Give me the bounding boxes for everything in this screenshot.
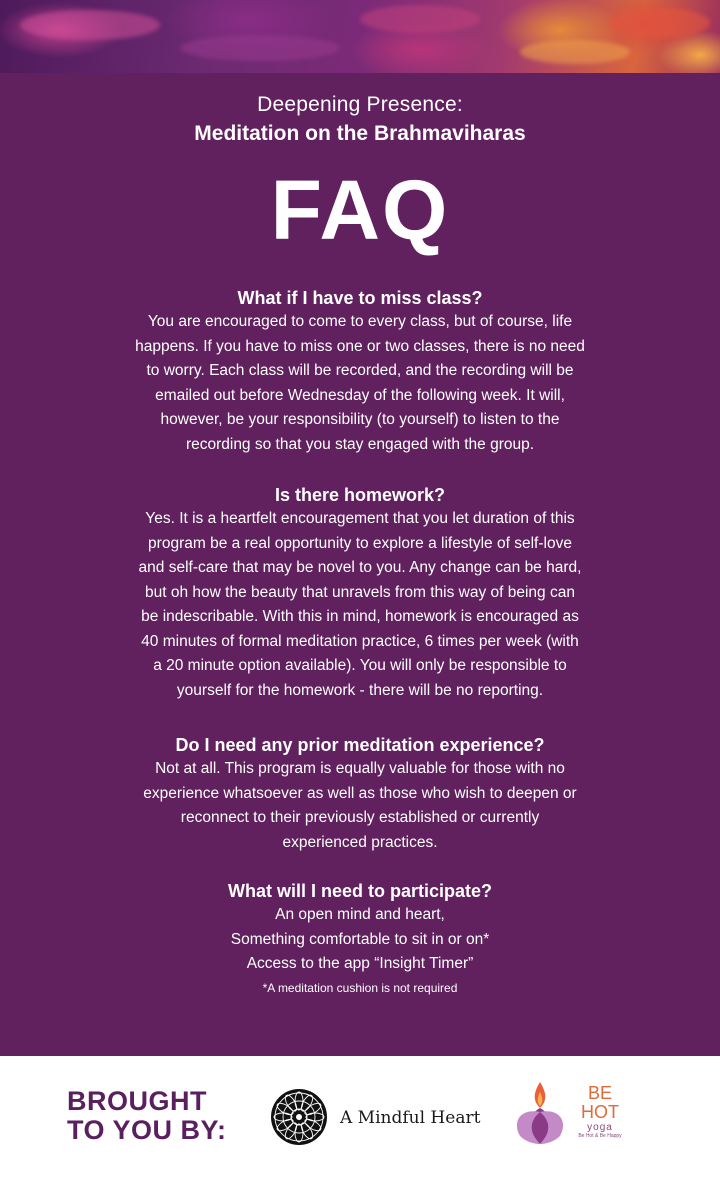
faq-item-homework xyxy=(70,483,650,703)
cushion-note: *A meditation cushion is not required xyxy=(262,980,458,995)
faq-answer: Not at all. This program is equally valuable for those with no experience whatsoever as well as those who wish to deepen or reconnect to their previously established or currently experienced practices. xyxy=(143,760,577,851)
be-hot-yoga: yoga xyxy=(587,1122,613,1133)
event-subtitle: Deepening Presence: xyxy=(257,93,463,116)
mandala-logo-icon xyxy=(270,1088,328,1146)
be-hot-tagline: Be Hot & Be Happy xyxy=(578,1133,622,1139)
faq-answer: You are encouraged to come to every class, but of course, life happens. If you have to miss one or two classes, there is no need to worry. Each class will be recorded, and the recording will be emailed out before Wednesday of the following week. It will, however, be your responsibility (to yourself) to listen to the recording so that you stay engaged with the group. xyxy=(135,313,585,453)
faq-item-miss-class xyxy=(70,286,650,457)
lotus-flame-logo-icon xyxy=(510,1078,570,1148)
faq-heading: FAQ xyxy=(270,163,450,257)
faq-question: What will I need to participate? xyxy=(227,881,493,901)
event-title: Meditation on the Brahmaviharas xyxy=(194,122,526,145)
faq-question: Do I need any prior meditation experience? xyxy=(175,735,545,755)
faq-answer: Yes. It is a heartfelt encouragement that you let duration of this program be a real opportunity to explore a lifestyle of self-love and self-care that may be novel to you. Any change can be hard, but oh how the beauty that unravels from this way of being can be indescribable. With this in mind, homework is encouraged as 40 minutes of formal meditation practice, 6 times per week (with a 20 minute option available). You will only be responsible to yourself for the homework - there will be no reporting. xyxy=(138,510,582,699)
faq-question: Is there homework? xyxy=(274,485,446,505)
faq-item-prior-experience xyxy=(70,733,650,855)
painted-banner xyxy=(0,0,720,73)
faq-panel xyxy=(0,73,720,1056)
brought-to-you-by: BROUGHT TO YOU BY: xyxy=(67,1086,227,1145)
be-hot-hot: HOT xyxy=(581,1102,619,1122)
faq-item-what-to-bring xyxy=(70,879,650,999)
be-hot-be: BE xyxy=(587,1083,612,1103)
sponsor-footer xyxy=(0,1056,720,1177)
faq-answer: An open mind and heart, Something comfortable to sit in or on* Access to the app “Insight Timer” *A meditation cushion is not required xyxy=(70,903,650,999)
sponsor-be-hot-yoga xyxy=(570,1084,630,1140)
sponsor-mindful-heart: A Mindful Heart xyxy=(340,1108,481,1128)
faq-question: What if I have to miss class? xyxy=(237,288,483,308)
